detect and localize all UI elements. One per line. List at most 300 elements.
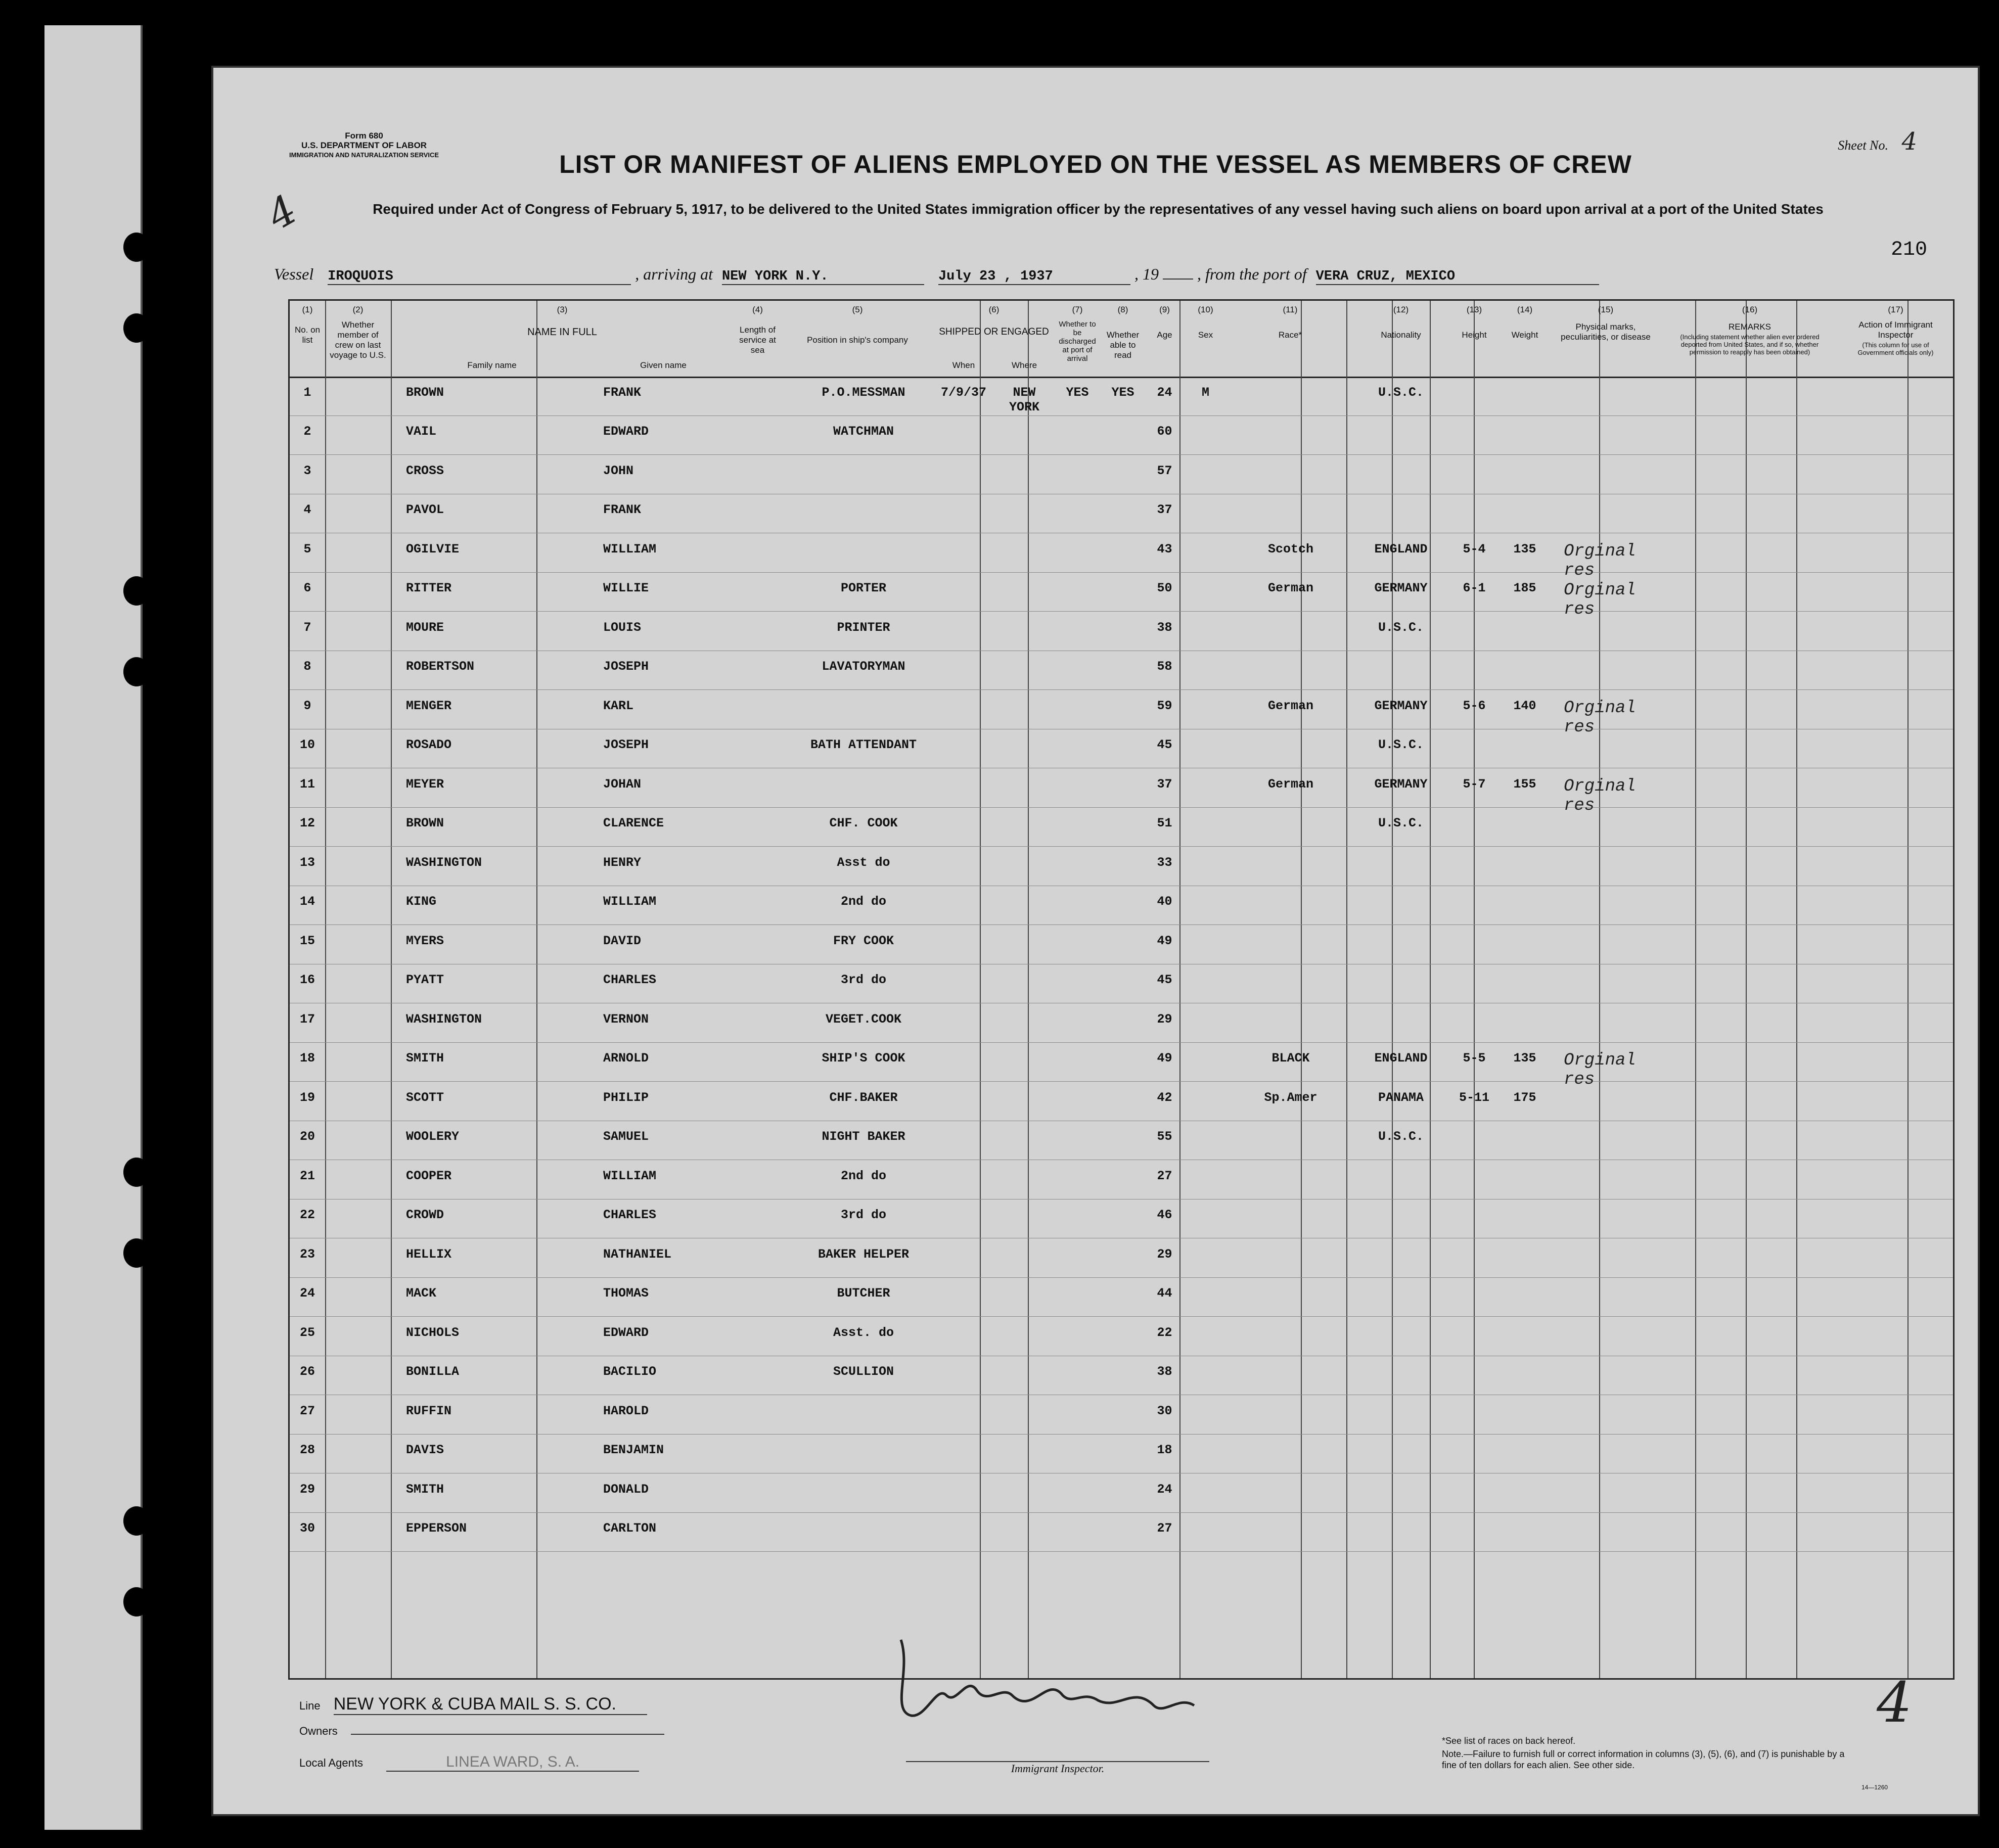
from-port: VERA CRUZ, MEXICO (1316, 269, 1599, 285)
header-col-14 (1500, 305, 1550, 340)
row-number: 6 (303, 581, 311, 596)
family-name: KING (406, 894, 437, 909)
nationality: U.S.C. (1378, 1129, 1424, 1144)
family-name: CROSS (406, 463, 444, 478)
family-name: HELLIX (406, 1246, 452, 1262)
family-name: COOPER (406, 1168, 452, 1183)
col-label: SHIPPED OR ENGAGED (939, 327, 1049, 337)
given-name: HAROLD (603, 1403, 649, 1418)
row-number: 5 (303, 541, 311, 557)
col-label: No. on list (294, 325, 321, 345)
remarks: Orginal res (1564, 541, 1636, 580)
crew-table (288, 299, 1955, 1680)
arriving-port: NEW YORK N.Y. (722, 269, 924, 285)
year-blank (1163, 279, 1193, 280)
age: 33 (1157, 855, 1172, 870)
row-number: 14 (299, 894, 315, 909)
table-row (290, 1043, 1953, 1090)
row-number: 2 (303, 424, 311, 439)
row-number: 9 (303, 698, 311, 713)
header-col-6 (933, 305, 1055, 337)
col-number: (10) (1198, 305, 1213, 314)
height: 5-5 (1463, 1051, 1486, 1066)
table-row (290, 573, 1953, 620)
position: WATCHMAN (833, 424, 894, 439)
agents-value: LINEA WARD, S. A. (386, 1753, 639, 1772)
penalty-note: Note.—Failure to furnish full or correct information in columns (3), (5), (6), and (7) is punishable by a fine of ten dollars for each alien. See other side. (1442, 1749, 1845, 1770)
family-name: SMITH (406, 1051, 444, 1066)
col-number: (12) (1393, 305, 1409, 314)
weight: 140 (1513, 698, 1536, 713)
row-number: 3 (303, 463, 311, 478)
row-number: 1 (303, 385, 311, 400)
given-name: NATHANIEL (603, 1246, 672, 1262)
table-row (290, 768, 1953, 815)
row-number: 30 (299, 1521, 315, 1536)
position: PORTER (840, 581, 886, 596)
col-number: (17) (1888, 305, 1903, 314)
nationality: U.S.C. (1378, 737, 1424, 753)
row-number: 25 (299, 1325, 315, 1340)
nationality: ENGLAND (1374, 1051, 1428, 1066)
col-label: Weight (1511, 330, 1538, 340)
table-row (290, 690, 1953, 737)
arriving-label: , arriving at (635, 265, 713, 283)
col-label: Length of service at sea (739, 325, 776, 355)
table-row (290, 847, 1953, 886)
col-label: NAME IN FULL (527, 327, 597, 338)
remarks: Orginal res (1564, 776, 1636, 815)
punch-hole (123, 1587, 150, 1616)
age: 27 (1157, 1521, 1172, 1536)
page-title: LIST OR MANIFEST OF ALIENS EMPLOYED ON THE VESSEL AS MEMBERS OF CREW (559, 150, 1632, 178)
given-name: CLARENCE (603, 816, 664, 831)
family-name: CROWD (406, 1208, 444, 1223)
header-col-17 (1838, 305, 1953, 356)
family-name: MENGER (406, 698, 452, 713)
table-row (290, 1160, 1953, 1199)
position: VEGET.COOK (825, 1011, 902, 1027)
able-to-read: YES (1111, 385, 1134, 400)
row-number: 24 (299, 1286, 315, 1301)
line-row (299, 1694, 647, 1715)
given-name: BACILIO (603, 1364, 657, 1379)
age: 37 (1157, 776, 1172, 792)
given-name: DONALD (603, 1482, 649, 1497)
header-col-11 (1228, 305, 1353, 340)
table-row (290, 533, 1953, 580)
given-name: JOSEPH (603, 737, 649, 753)
inspector-label: Immigrant Inspector. (906, 1761, 1209, 1775)
punch-hole (123, 576, 150, 606)
position: Asst. do (833, 1325, 894, 1340)
age: 24 (1157, 1482, 1172, 1497)
col-label: Race* (1278, 330, 1302, 340)
given-name: PHILIP (603, 1090, 649, 1105)
family-name-header: Family name (467, 360, 517, 370)
col-label: Nationality (1381, 330, 1421, 340)
row-number: 15 (299, 933, 315, 948)
family-name: BROWN (406, 385, 444, 400)
age: 45 (1157, 737, 1172, 753)
nationality: GERMANY (1374, 581, 1428, 596)
action-note: (This column for use of Government officials only) (1857, 341, 1934, 356)
race: German (1267, 698, 1313, 713)
owners-label: Owners (299, 1725, 338, 1737)
age: 38 (1157, 620, 1172, 635)
position: 3rd do (840, 1208, 886, 1223)
vessel-line (274, 265, 1599, 285)
row-number: 27 (299, 1403, 315, 1418)
age: 18 (1157, 1443, 1172, 1458)
race: German (1267, 776, 1313, 792)
shipped-when: 7/9/37 (940, 385, 986, 400)
given-name: HENRY (603, 855, 642, 870)
age: 29 (1157, 1246, 1172, 1262)
given-name: EDWARD (603, 1325, 649, 1340)
arrival-date: July 23 , 1937 (938, 269, 1130, 285)
col-number: (16) (1742, 305, 1758, 314)
col-label: Physical marks, peculiarities, or disease (1561, 322, 1651, 342)
vessel-label: Vessel (274, 265, 314, 283)
position: CHF.BAKER (829, 1090, 898, 1105)
age: 29 (1157, 1011, 1172, 1027)
position: 2nd do (840, 894, 886, 909)
weight: 135 (1513, 1051, 1536, 1066)
form-number: Form 680 (345, 131, 383, 141)
row-number: 20 (299, 1129, 315, 1144)
col-number: (1) (302, 305, 313, 314)
manifest-sheet (211, 66, 1980, 1816)
position: P.O.MESSMAN (822, 385, 905, 400)
table-row (290, 1238, 1953, 1278)
age: 38 (1157, 1364, 1172, 1379)
punch-hole (123, 233, 150, 262)
table-row (290, 1435, 1953, 1474)
position: 3rd do (840, 973, 886, 988)
given-name: WILLIAM (603, 894, 657, 909)
age: 24 (1157, 385, 1172, 400)
col-label: Whether member of crew on last voyage to U.S. (330, 320, 386, 360)
position: 2nd do (840, 1168, 886, 1183)
age: 49 (1157, 1051, 1172, 1066)
row-number: 10 (299, 737, 315, 753)
from-label: , from the port of (1197, 265, 1307, 283)
col-number: (13) (1466, 305, 1482, 314)
weight: 185 (1513, 581, 1536, 596)
position: NIGHT BAKER (822, 1129, 905, 1144)
given-name: CHARLES (603, 1208, 657, 1223)
sheet-label: Sheet No. (1838, 138, 1888, 153)
family-name: VAIL (406, 424, 437, 439)
row-number: 12 (299, 816, 315, 831)
row-number: 7 (303, 620, 311, 635)
page-subtitle: Required under Act of Congress of February 5, 1917, to be delivered to the United States immigration officer by the representatives of any vessel having such aliens on board upon arrival at a port of the United States (373, 201, 1824, 217)
col-label: Sex (1198, 330, 1213, 340)
col-label: Position in ship's company (807, 335, 908, 345)
bottom-hand-mark: 4 (1877, 1670, 1912, 1735)
given-name: THOMAS (603, 1286, 649, 1301)
service-name: IMMIGRATION AND NATURALIZATION SERVICE (289, 151, 439, 159)
position: BATH ATTENDANT (810, 737, 917, 753)
department-name: U.S. DEPARTMENT OF LABOR (301, 141, 427, 150)
age: 44 (1157, 1286, 1172, 1301)
table-row (290, 1356, 1953, 1396)
col-number: (9) (1159, 305, 1170, 314)
col-number: (2) (352, 305, 364, 314)
family-name: SMITH (406, 1482, 444, 1497)
family-name: OGILVIE (406, 541, 460, 557)
table-row (290, 651, 1953, 690)
col-number: (11) (1283, 305, 1298, 314)
age: 37 (1157, 502, 1172, 518)
age: 50 (1157, 581, 1172, 596)
family-name: WASHINGTON (406, 1011, 482, 1027)
row-number: 26 (299, 1364, 315, 1379)
table-row (290, 377, 1953, 416)
family-name: PYATT (406, 973, 444, 988)
table-row (290, 886, 1953, 926)
family-name: WOOLERY (406, 1129, 460, 1144)
row-number: 19 (299, 1090, 315, 1105)
header-col-7 (1055, 305, 1100, 363)
nationality: ENGLAND (1374, 541, 1428, 557)
remarks-note: (Including statement whether alien ever ordered deported from United States, and if so, whether permission to reapply has been obtained) (1680, 333, 1820, 356)
family-name: MYERS (406, 933, 444, 948)
nationality: U.S.C. (1378, 385, 1424, 400)
sex: M (1201, 385, 1209, 400)
given-name: JOHN (603, 463, 634, 478)
header-col-16 (1661, 305, 1838, 356)
sheet-value: 4 (1901, 127, 1917, 156)
weight: 135 (1513, 541, 1536, 557)
table-row (290, 1317, 1953, 1356)
family-name: SCOTT (406, 1090, 444, 1105)
position: LAVATORYMAN (822, 659, 905, 674)
family-name: MOURE (406, 620, 444, 635)
table-row (290, 1513, 1953, 1552)
hand-mark: 4 (259, 186, 305, 240)
row-number: 17 (299, 1011, 315, 1027)
given-name: ARNOLD (603, 1051, 649, 1066)
header-col-13 (1449, 305, 1500, 340)
row-number: 13 (299, 855, 315, 870)
stamp-number: 210 (1890, 239, 1927, 261)
header-col-2 (325, 305, 391, 360)
agents-label: Local Agents (299, 1757, 363, 1769)
given-name: WILLIAM (603, 541, 657, 557)
height: 6-1 (1463, 581, 1486, 596)
col-label: Whether able to read (1106, 330, 1140, 360)
height: 5-4 (1463, 541, 1486, 557)
punch-hole (123, 1158, 150, 1187)
position: SHIP'S COOK (822, 1051, 905, 1066)
signature (881, 1630, 1204, 1733)
family-name: RITTER (406, 581, 452, 596)
header-col-3 (391, 305, 734, 337)
nationality: GERMANY (1374, 776, 1428, 792)
given-name: KARL (603, 698, 634, 713)
table-row (290, 1121, 1953, 1161)
nationality: GERMANY (1374, 698, 1428, 713)
position: FRY COOK (833, 933, 894, 948)
where-header: Where (1011, 360, 1037, 370)
family-name: EPPERSON (406, 1521, 467, 1536)
header-col-10 (1184, 305, 1228, 340)
age: 59 (1157, 698, 1172, 713)
family-name: MEYER (406, 776, 444, 792)
table-row (290, 1395, 1953, 1435)
row-number: 23 (299, 1246, 315, 1262)
col-label: Action of Immigrant Inspector (1858, 320, 1933, 340)
table-row (290, 1082, 1953, 1121)
table-row (290, 416, 1953, 455)
position: CHF. COOK (829, 816, 898, 831)
row-number: 29 (299, 1482, 315, 1497)
form-code: 14—1260 (1861, 1784, 1888, 1791)
nationality: U.S.C. (1378, 816, 1424, 831)
race: Scotch (1267, 541, 1313, 557)
table-row (290, 964, 1953, 1004)
table-row (290, 808, 1953, 847)
race: German (1267, 581, 1313, 596)
punch-hole (123, 1238, 150, 1268)
row-number: 18 (299, 1051, 315, 1066)
table-row (290, 1003, 1953, 1043)
given-name: JOHAN (603, 776, 642, 792)
row-number: 21 (299, 1168, 315, 1183)
table-row (290, 1278, 1953, 1317)
when-header: When (952, 360, 975, 370)
row-number: 28 (299, 1443, 315, 1458)
race: BLACK (1271, 1051, 1310, 1066)
table-row (290, 494, 1953, 534)
age: 42 (1157, 1090, 1172, 1105)
remarks: Orginal res (1564, 581, 1636, 620)
table-row (290, 1473, 1953, 1513)
given-name: EDWARD (603, 424, 649, 439)
family-name: ROSADO (406, 737, 452, 753)
col-number: (5) (852, 305, 863, 314)
owners-blank (351, 1734, 664, 1735)
col-label: Height (1462, 330, 1487, 340)
col-number: (4) (752, 305, 763, 314)
table-row (290, 1199, 1953, 1239)
line-value: NEW YORK & CUBA MAIL S. S. CO. (334, 1694, 647, 1715)
owners-row (299, 1725, 664, 1738)
family-name: NICHOLS (406, 1325, 460, 1340)
header-col-15 (1550, 305, 1661, 342)
age: 55 (1157, 1129, 1172, 1144)
signature-scrawl (881, 1630, 1204, 1731)
weight: 175 (1513, 1090, 1536, 1105)
age: 27 (1157, 1168, 1172, 1183)
discharged: YES (1066, 385, 1089, 400)
given-name: LOUIS (603, 620, 642, 635)
binding-strip (44, 25, 143, 1830)
height: 5-7 (1463, 776, 1486, 792)
header-col-1 (290, 305, 325, 345)
given-name: JOSEPH (603, 659, 649, 674)
given-name: BENJAMIN (603, 1443, 664, 1458)
family-name: WASHINGTON (406, 855, 482, 870)
age: 45 (1157, 973, 1172, 988)
given-name: DAVID (603, 933, 642, 948)
header-col-4 (734, 305, 782, 355)
vessel-name: IROQUOIS (328, 269, 631, 285)
age: 40 (1157, 894, 1172, 909)
punch-hole (123, 1506, 150, 1536)
header-col-9 (1146, 305, 1184, 340)
punch-hole (123, 313, 150, 343)
header-col-8 (1100, 305, 1146, 360)
race: Sp.Amer (1264, 1090, 1317, 1105)
table-row (290, 455, 1953, 494)
row-number: 16 (299, 973, 315, 988)
header-col-5 (782, 305, 933, 345)
table-row (290, 925, 1953, 964)
given-name: CARLTON (603, 1521, 657, 1536)
age: 30 (1157, 1403, 1172, 1418)
given-name: CHARLES (603, 973, 657, 988)
given-name: FRANK (603, 385, 642, 400)
row-number: 11 (299, 776, 315, 792)
age: 58 (1157, 659, 1172, 674)
position: PRINTER (837, 620, 890, 635)
age: 22 (1157, 1325, 1172, 1340)
row-number: 4 (303, 502, 311, 518)
col-number: (8) (1117, 305, 1128, 314)
line-label: Line (299, 1699, 321, 1712)
weight: 155 (1513, 776, 1536, 792)
col-number: (7) (1072, 305, 1083, 314)
given-name: VERNON (603, 1011, 649, 1027)
given-name: FRANK (603, 502, 642, 518)
header-col-12 (1353, 305, 1449, 340)
col-number: (15) (1598, 305, 1614, 314)
given-name-header: Given name (640, 360, 687, 370)
remarks: Orginal res (1564, 1051, 1636, 1090)
family-name: MACK (406, 1286, 437, 1301)
family-name: BONILLA (406, 1364, 460, 1379)
position: SCULLION (833, 1364, 894, 1379)
family-name: RUFFIN (406, 1403, 452, 1418)
table-row (290, 612, 1953, 651)
age: 43 (1157, 541, 1172, 557)
height: 5-11 (1459, 1090, 1489, 1105)
family-name: ROBERTSON (406, 659, 475, 674)
row-number: 8 (303, 659, 311, 674)
col-number: (6) (988, 305, 999, 314)
age: 51 (1157, 816, 1172, 831)
col-label: Age (1157, 330, 1172, 340)
nationality: U.S.C. (1378, 620, 1424, 635)
position: Asst do (837, 855, 890, 870)
height: 5-6 (1463, 698, 1486, 713)
nationality: PANAMA (1378, 1090, 1424, 1105)
age: 60 (1157, 424, 1172, 439)
col-number: (14) (1517, 305, 1533, 314)
remarks: Orginal res (1564, 698, 1636, 737)
position: BUTCHER (837, 1286, 890, 1301)
family-name: PAVOL (406, 502, 444, 518)
col-label: REMARKS (1728, 322, 1771, 332)
given-name: WILLIAM (603, 1168, 657, 1183)
age: 49 (1157, 933, 1172, 948)
age: 46 (1157, 1208, 1172, 1223)
family-name: DAVIS (406, 1443, 444, 1458)
age: 57 (1157, 463, 1172, 478)
